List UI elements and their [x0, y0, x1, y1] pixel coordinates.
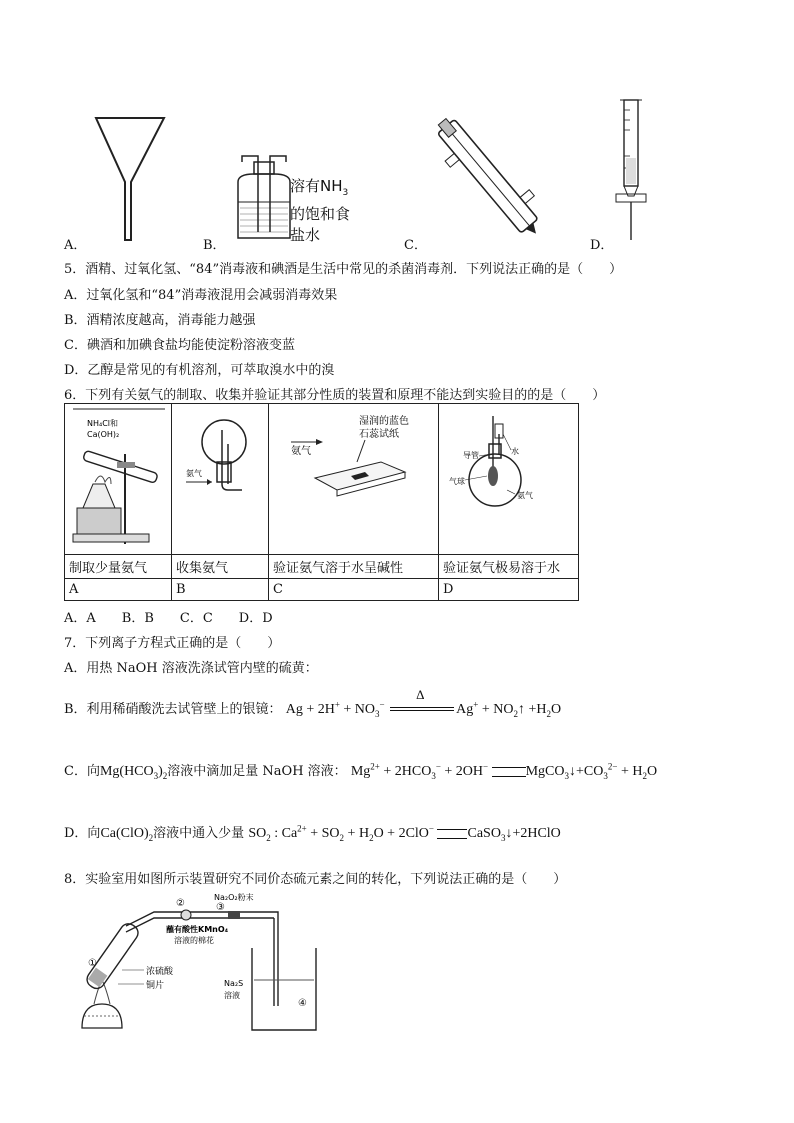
q6-letter-a: A — [65, 579, 172, 601]
q7-option-d-text: D．向 — [64, 826, 101, 841]
svg-text:导管: 导管 — [463, 451, 479, 460]
q7-option-d: D．向$Ca(ClO)_2$溶液中通入少量 $SO_2$ : $Ca^{2+} + SO_2 + H_2O + 2ClO^-$ CaSO$_3$↓+2HClO — [64, 823, 561, 843]
svg-text:水: 水 — [511, 447, 519, 456]
condenser-figure — [428, 116, 554, 244]
svg-text:石蕊试纸: 石蕊试纸 — [359, 429, 399, 440]
q8-apparatus-figure — [64, 888, 324, 1038]
q6-caption-c: 验证氨气溶于水呈碱性 — [269, 555, 439, 579]
burette-figure — [610, 96, 654, 244]
svg-text:浓硫酸: 浓硫酸 — [146, 967, 174, 977]
q4-option-c: C． — [404, 238, 427, 253]
q6-caption-row — [65, 555, 579, 579]
svg-text:气球: 气球 — [449, 477, 465, 486]
svg-text:Na₂S: Na₂S — [224, 979, 244, 988]
q6-caption-b: 收集氨气 — [172, 555, 269, 579]
svg-text:湿润的蓝色: 湿润的蓝色 — [359, 416, 409, 427]
q7-option-c: C．向$Mg(HCO_3)_2$溶液中滴加足量 NaOH 溶液： $Mg^{2+} + 2HCO_3^- + 2OH^-$ $MgCO_3↓+CO_3^{2-} + H_2O$ — [64, 761, 658, 781]
q6-figure-b — [172, 404, 269, 555]
svg-text:溶液的棉花: 溶液的棉花 — [174, 936, 214, 945]
q6-figure-a — [65, 404, 172, 555]
q5-option-a: A．过氧化氢和“84”消毒液混用会减弱消毒效果 — [64, 288, 338, 303]
q7-stem: 7．下列离子方程式正确的是（ ） — [64, 636, 281, 651]
q5-option-b: B．酒精浓度越高，消毒能力越强 — [64, 313, 256, 328]
svg-text:Ca(OH)₂: Ca(OH)₂ — [87, 430, 120, 439]
svg-text:氨气: 氨气 — [291, 446, 311, 457]
svg-text:铜片: 铜片 — [146, 981, 165, 991]
q7-option-a: A．用热 NaOH 溶液洗涤试管内壁的硫黄： — [64, 661, 318, 676]
q6-caption-d: 验证氨气极易溶于水 — [439, 555, 579, 579]
q6-stem: 6．下列有关氨气的制取、收集并验证其部分性质的装置和原理不能达到实验目的的是（ ） — [64, 388, 606, 403]
gas-wash-bottle-figure — [232, 154, 296, 240]
q7-option-b-text: B．利用稀硝酸洗去试管壁上的银镜： — [64, 702, 282, 717]
q7-option-b-equation: $Ag + 2H^+ + NO_3^-$ Δ $Ag^+ + NO_2↑ +H_2O$ — [285, 686, 562, 719]
funnel-figure — [90, 112, 170, 244]
q6-letter-b: B — [172, 579, 269, 601]
svg-text:溶液: 溶液 — [224, 991, 240, 1000]
q4-option-a: A． — [64, 238, 87, 253]
svg-text:①: ① — [88, 958, 97, 969]
svg-text:NH₄Cl和: NH₄Cl和 — [87, 419, 119, 428]
q4-option-b: B． — [203, 238, 226, 253]
q6-figure-row — [65, 404, 579, 555]
q7-option-b — [64, 686, 562, 719]
svg-text:氨气: 氨气 — [517, 491, 533, 500]
q7-option-d-equation: $SO_2$ : $Ca^{2+} + SO_2 + H_2O + 2ClO^-$ CaSO$_3$↓+2HClO — [248, 823, 561, 843]
bottle-label: 溶有$NH_3$ 的饱和食 盐水 — [290, 177, 351, 244]
q7-option-c-mid: 溶液中滴加足量 NaOH 溶液： — [167, 764, 347, 779]
q6-table — [64, 403, 579, 601]
svg-text:③: ③ — [216, 902, 225, 913]
q5-option-d: D．乙醇是常见的有机溶剂，可萃取溴水中的溴 — [64, 363, 335, 378]
q6-letter-row — [65, 579, 579, 601]
svg-text:②: ② — [176, 898, 185, 909]
q6-answers: A．A B．B C．C D．D — [64, 611, 273, 626]
q6-figure-c — [269, 404, 439, 555]
svg-text:蘸有酸性KMnO₄: 蘸有酸性KMnO₄ — [166, 925, 229, 934]
q8-stem: 8．实验室用如图所示装置研究不同价态硫元素之间的转化，下列说法正确的是（ ） — [64, 872, 567, 887]
q7-option-c-text: C．向 — [64, 764, 100, 779]
q5-option-c: C．碘酒和加碘食盐均能使淀粉溶液变蓝 — [64, 338, 295, 353]
delta-symbol: Δ — [416, 686, 425, 702]
q7-option-d-mid: 溶液中通入少量 — [153, 826, 245, 841]
svg-text:氨气: 氨气 — [186, 469, 202, 478]
svg-text:④: ④ — [298, 998, 307, 1009]
q6-letter-c: C — [269, 579, 439, 601]
svg-text:Na₂O₂粉末: Na₂O₂粉末 — [214, 893, 254, 902]
q6-figure-d — [439, 404, 579, 555]
q4-option-d: D． — [590, 238, 614, 253]
q6-caption-a: 制取少量氨气 — [65, 555, 172, 579]
q5-stem: 5．酒精、过氧化氢、“84”消毒液和碘酒是生活中常见的杀菌消毒剂．下列说法正确的是（ ） — [64, 262, 623, 277]
q6-letter-d: D — [439, 579, 579, 601]
q7-option-c-equation: $Mg^{2+} + 2HCO_3^- + 2OH^-$ $MgCO_3↓+CO_3^{2-} + H_2O$ — [350, 761, 658, 781]
